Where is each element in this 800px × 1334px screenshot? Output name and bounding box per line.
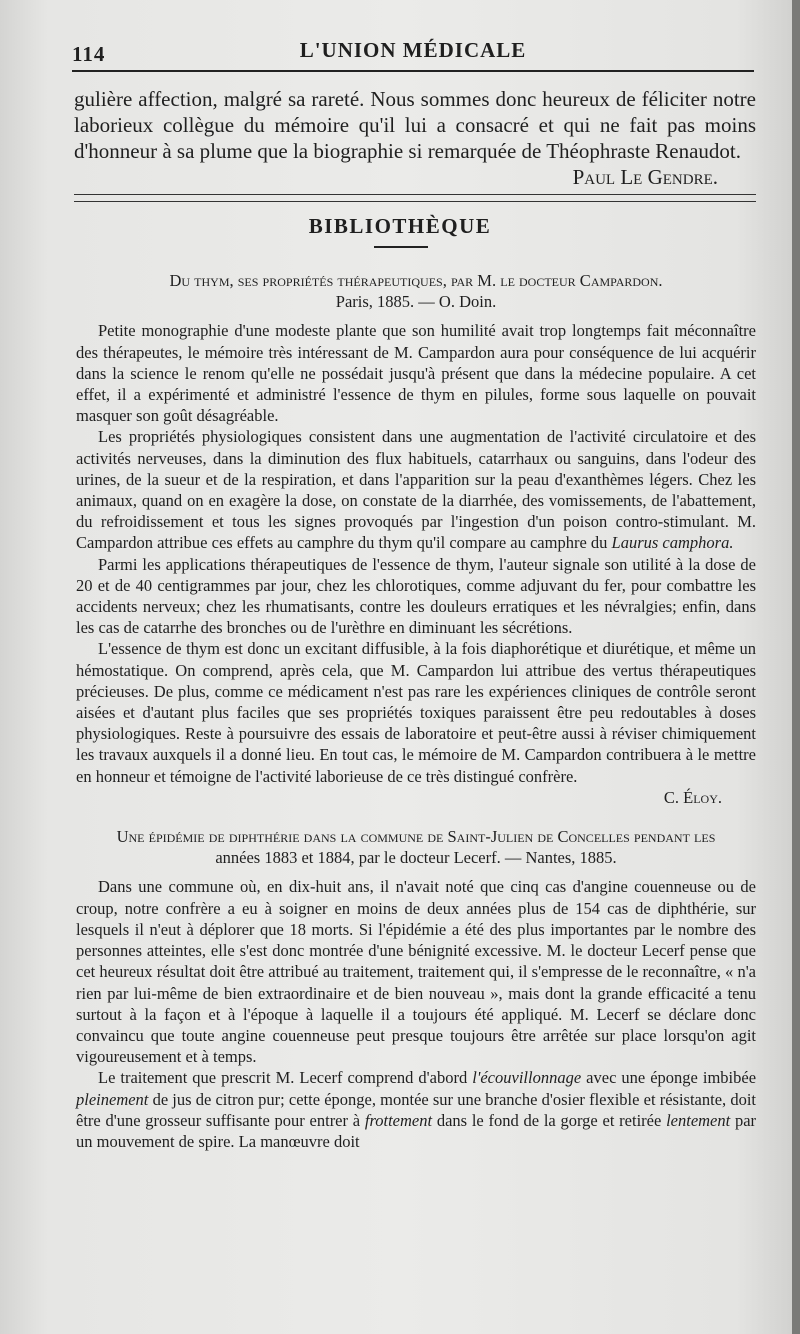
review2-paragraph-2-text-c: de jus de citron pur; cette éponge, montée sur une branche d'osier flexible et résistante, doit être d'une grosseur suffisante pour entrer à <box>76 1089 756 1130</box>
page-number: 114 <box>72 42 106 66</box>
review1-reference-line2: Paris, 1885. — O. Doin. <box>335 292 497 312</box>
intro-paragraph <box>74 86 756 190</box>
review2-italic-pleinement: pleinement <box>76 1089 149 1109</box>
intro-signature: Paul Le Gendre. <box>572 165 718 189</box>
page-header <box>72 36 754 76</box>
review2-paragraph-2-text-e: par un mouvement de spire. La manœuvre doit <box>76 1110 757 1151</box>
review2-reference <box>76 826 756 868</box>
intro-text: gulière affection, malgré sa rareté. Nous sommes donc heureux de féliciter notre laborieux collègue du mémoire qu'il lui a consacré et qui ne fait pas moins d'honneur à sa plume que la biographie si remarquée de Théophraste Renaudot. <box>74 87 756 163</box>
review2-paragraph-2-text-d: dans le fond de la gorge et retirée <box>436 1110 662 1130</box>
review1-paragraph-3: Parmi les applications thérapeutiques de l'essence de thym, l'auteur signale son utilité à la dose de 20 et de 40 centigrammes par jour, chez les chlorotiques, comme adjuvant du fer, pour combattre les accidents nerveux; chez les rhumatisants, contre les douleurs erratiques et les névralgies; enfin, dans les cas de catarrhe des bronches ou de l'urèthre en diminuant les sécrétions. <box>76 554 756 638</box>
review1-paragraph-4: L'essence de thym est donc un excitant diffusible, à la fois diaphorétique et diurétique, et même un hémostatique. On comprend, après cela, que M. Campardon lui attribue des vertus thérapeutiques précieuses. De plus, comme ce médicament n'est pas rare les expériences cliniques de contrôle seront aisées et d'autant plus faciles que ses propriétés toxiques paraissent être peu redoutables à doses physiologiques. Reste à poursuivre des essais de laboratoire et peut-être aussi à réviser chimiquement les travaux auxquels il a donné lieu. En tout cas, le mémoire de M. Campardon contribuera à le mettre en honneur et témoigne de l'activité laborieuse de ce très distingué confrère. <box>76 639 756 786</box>
article-body <box>76 270 756 1152</box>
review1-paragraph-2-italic: Laurus camphora. <box>611 533 734 553</box>
review2-italic-ecouvillonnage: l'écouvillonnage <box>472 1068 582 1088</box>
running-title: L'UNION MÉDICALE <box>299 38 527 62</box>
section-divider <box>74 194 756 202</box>
review1-paragraph-1: Petite monographie d'une modeste plante que son humilité avait trop longtemps fait méconnaître des thérapeutes, le mémoire très intéressant de M. Campardon aura pour conséquence de lui acquérir dans la science le renom qu'elle ne possédait jusqu'à présent que dans la médecine populaire. A cet effet, il a expérimenté et administré l'essence de thym en pilules, forme sous laquelle on pouvait masquer son goût désagréable. <box>76 321 756 426</box>
review2-paragraph-2-text-a: Le traitement que prescrit M. Lecerf comprend d'abord <box>98 1068 468 1088</box>
header-rule <box>72 70 754 72</box>
review2-paragraph-2 <box>76 1067 756 1152</box>
review2-paragraph-1: Dans une commune où, en dix-huit ans, il n'avait noté que cinq cas d'angine couenneuse ou de croup, notre confrère a eu à soigner en moins de deux années plus de 154 cas de diphthérie, sur lesquels il n'eut à déplorer que 18 morts. Si l'épidémie a été des plus importantes par le nombre des personnes atteintes, elle s'est donc montrée d'une bénignité excessive. M. le docteur Lecerf pense que cet heureux résultat doit être attribué au traitement, traitement qui, il s'empresse de le reconnaître, « n'a rien par lui-même de bien extraordinaire et de bien nouveau », mais dont la grande efficacité a tenu surtout à la façon et à l'époque à laquelle il a toujours été appliqué. M. Lecerf se déclare donc convaincu que toute angine couenneuse peut presque toujours être arrêtée sur place lorsqu'on agit vigoureusement et à temps. <box>76 877 756 1067</box>
review1-signature: C. Éloy. <box>663 787 722 807</box>
review2-reference-line1: Une épidémie de diphthérie dans la commune de Saint-Julien de Concelles pendant les <box>116 827 716 847</box>
review2-paragraph-2-text-b: avec une éponge imbibée <box>586 1068 757 1088</box>
review1-paragraph-2 <box>76 426 756 553</box>
review1-reference <box>76 270 756 312</box>
section-title: BIBLIOTHÈQUE <box>308 214 492 238</box>
review2-italic-lentement: lentement <box>666 1110 731 1130</box>
review1-paragraph-2-text: Les propriétés physiologiques consistent dans une augmentation de l'activité circulatoire et des activités nerveuses, dans la diminution des flux habituels, catarrhaux ou sanguins, dans l'odeur des urines, de la sueur et de la respiration, et dans l'apparition sur la peau d'exanthèmes légers. Chez les animaux, quand on en exagère la dose, on constate de la diarrhée, des vomissements, de l'abattement, du refroidissement et tous les signes provoqués par l'ingestion d'un poison contro-stimulant. M. Campardon attribue ces effets au camphre du thym qu'il compare au camphre du <box>76 427 756 553</box>
review2-reference-line2: années 1883 et 1884, par le docteur Lecerf. — Nantes, 1885. <box>215 848 617 868</box>
review2-italic-frottement: frottement <box>364 1110 433 1130</box>
title-underline <box>374 246 428 248</box>
review1-reference-line1: Du thym, ses propriétés thérapeutiques, par M. le docteur Campardon. <box>169 271 663 290</box>
